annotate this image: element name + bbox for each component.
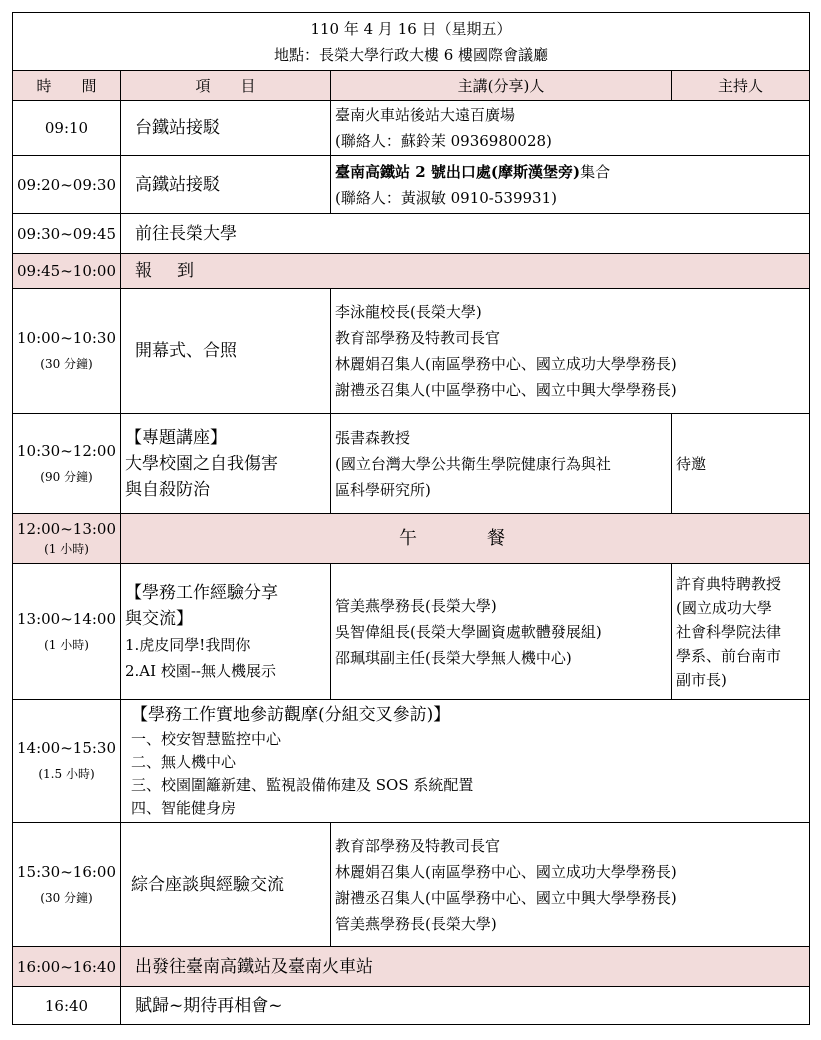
speaker-line: 謝禮丞召集人(中區學務中心、國立中興大學學務長) [335,381,677,399]
speaker-bold: 臺南高鐵站 2 號出口處(摩斯漢堡旁) [335,162,581,181]
time-cell: 09:20~09:30 [13,156,121,214]
item-line: 一、校安智慧監控中心 [131,730,282,748]
time-cell: 16:40 [13,987,121,1025]
speaker-line: 教育部學務及特教司長官 [335,329,501,347]
time-cell: 16:00~16:40 [13,947,121,987]
item-cell: 台鐵站接駁 [121,101,331,156]
time-text: 15:30~16:00 [17,862,117,881]
speaker-cell [331,101,810,156]
item-line: 四、智能健身房 [131,799,237,817]
item-line: 1.虎皮同學!我問你 [125,635,251,654]
duration-text: (30 分鐘) [40,357,93,371]
speaker-line: 區科學研究所) [335,480,431,499]
table-row [13,101,810,156]
duration-text: (90 分鐘) [40,469,93,484]
item-line: 大學校園之自我傷害 [125,453,278,474]
table-row [13,214,810,254]
table-row [13,289,810,414]
speaker-line: 教育部學務及特教司長官 [335,836,501,855]
time-text: 10:30~12:00 [17,441,117,460]
speaker-line: 謝禮丞召集人(中區學務中心、國立中興大學學務長) [335,888,677,907]
speaker-line: 管美燕學務長(長榮大學) [335,596,497,615]
host-cell: 待邀 [672,414,810,514]
speaker-line: 吳智偉組長(長榮大學圖資處軟體發展組) [335,622,602,641]
item-line: 二、無人機中心 [131,753,237,771]
item-cell [121,564,331,700]
time-cell [13,289,121,414]
table-row [13,514,810,564]
item-cell: 報 到 [121,254,810,289]
item-cell: 開幕式、合照 [121,289,331,414]
item-title: 【學務工作實地參訪觀摩(分組交叉參訪)】 [131,705,451,725]
speaker-line: 李泳龍校長(長榮大學) [335,303,482,321]
speaker-line: 張書森教授 [335,428,411,447]
time-cell [13,700,121,823]
item-cell: 午 餐 [121,514,810,564]
item-title: 【學務工作經驗分享 [125,582,278,603]
column-header-speaker: 主講(分享)人 [331,71,672,101]
item-cell: 賦歸~期待再相會~ [121,987,810,1025]
time-cell [13,564,121,700]
host-line: 許育典特聘教授 [676,574,782,593]
host-line: (國立成功大學 [676,598,772,617]
host-line: 副市長) [676,670,727,689]
header-cell [13,13,810,71]
item-line: 與自殺防治 [125,479,210,500]
duration-text: (1 小時) [44,637,89,652]
time-cell [13,414,121,514]
table-row [13,700,810,823]
time-text: 10:00~10:30 [17,329,117,347]
column-header-time: 時 間 [13,71,121,101]
duration-text: (1 小時) [44,541,89,556]
time-cell: 09:45~10:00 [13,254,121,289]
time-text: 13:00~14:00 [17,609,117,628]
table-row [13,823,810,947]
column-header-row [13,71,810,101]
item-cell [121,414,331,514]
speaker-cell [331,414,672,514]
duration-text: (1.5 小時) [38,767,95,781]
speaker-line: 邵珮琪副主任(長榮大學無人機中心) [335,648,572,667]
agenda-table [12,12,810,1025]
item-line: 三、校園圍籬新建、監視設備佈建及 SOS 系統配置 [131,776,474,794]
item-cell [121,700,810,823]
table-row [13,564,810,700]
time-cell: 09:10 [13,101,121,156]
speaker-line: 林麗娟召集人(南區學務中心、國立成功大學學務長) [335,355,677,373]
duration-text: (30 分鐘) [40,890,93,905]
speaker-line: (聯絡人：蘇鈴茉 0936980028) [335,132,552,150]
event-venue: 地點：長榮大學行政大樓 6 樓國際會議廳 [273,45,549,64]
table-row [13,947,810,987]
table-row [13,987,810,1025]
column-header-item: 項 目 [121,71,331,101]
item-cell: 高鐵站接駁 [121,156,331,214]
speaker-cell [331,823,810,947]
speaker-line: (國立台灣大學公共衛生學院健康行為與社 [335,454,611,473]
speaker-line: 臺南火車站後站大遠百廣場 [335,106,516,124]
speaker-cell [331,289,810,414]
speaker-line: 林麗娟召集人(南區學務中心、國立成功大學學務長) [335,862,677,881]
speaker-line: (聯絡人：黃淑敏 0910-539931) [335,188,557,207]
table-row [13,156,810,214]
item-title: 與交流】 [125,608,193,629]
time-cell: 09:30~09:45 [13,214,121,254]
host-cell [672,564,810,700]
table-row [13,414,810,514]
table-row [13,254,810,289]
item-line: 2.AI 校園--無人機展示 [125,661,276,680]
speaker-rest: 集合 [580,162,611,181]
column-header-host: 主持人 [672,71,810,101]
host-line: 學系、前台南市 [676,646,782,665]
event-date: 110 年 4 月 16 日（星期五） [310,19,512,38]
item-title: 【專題講座】 [125,427,227,448]
host-line: 社會科學院法律 [676,622,782,641]
speaker-cell [331,564,672,700]
speaker-cell [331,156,810,214]
time-cell [13,823,121,947]
time-cell [13,514,121,564]
time-text: 14:00~15:30 [17,739,117,757]
item-cell: 前往長榮大學 [121,214,810,254]
speaker-line: 管美燕學務長(長榮大學) [335,914,497,933]
item-cell: 出發往臺南高鐵站及臺南火車站 [121,947,810,987]
time-text: 12:00~13:00 [17,519,117,538]
item-cell: 綜合座談與經驗交流 [121,823,331,947]
